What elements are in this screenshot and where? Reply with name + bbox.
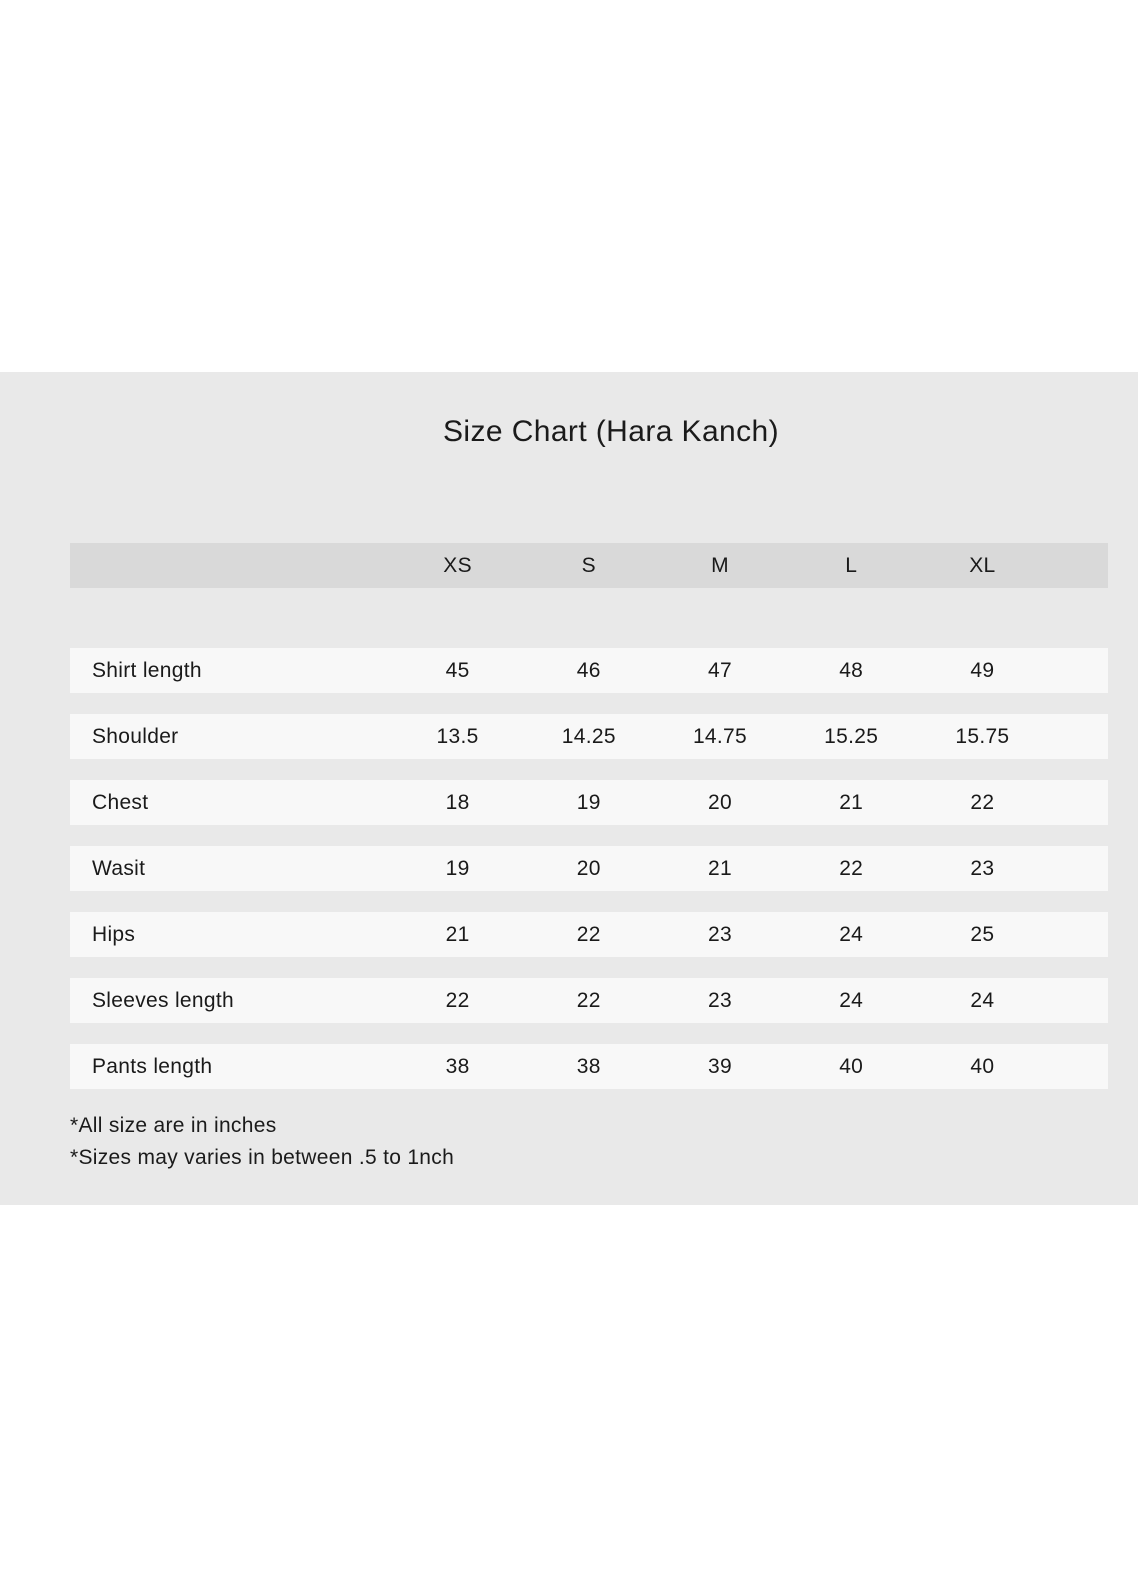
- size-value-cell: 46: [576, 658, 601, 682]
- table-header-row: [70, 543, 1108, 588]
- size-value-cell: 49: [970, 658, 995, 682]
- row-label: Shoulder: [92, 724, 179, 748]
- size-value-cell: 20: [708, 790, 732, 814]
- row-label: Wasit: [92, 856, 146, 880]
- table-row-pants-length: [70, 1044, 1108, 1089]
- size-value-cell: 19: [445, 856, 470, 880]
- page-title: Size Chart (Hara Kanch): [443, 415, 779, 448]
- size-value-cell: 24: [970, 988, 995, 1012]
- table-row-hips: [70, 912, 1108, 957]
- row-label: Hips: [92, 922, 136, 946]
- table-row-wasit: [70, 846, 1108, 891]
- size-value-cell: 22: [445, 988, 470, 1012]
- size-value-cell: 38: [576, 1054, 601, 1078]
- size-value-cell: 39: [708, 1054, 732, 1078]
- size-value-cell: 15.25: [824, 724, 879, 748]
- size-value-cell: 21: [445, 922, 470, 946]
- table-row-shirt-length: [70, 648, 1108, 693]
- size-value-cell: 18: [445, 790, 470, 814]
- size-value-cell: 25: [970, 922, 995, 946]
- size-value-cell: 22: [970, 790, 995, 814]
- footnotes: [70, 1110, 1138, 1174]
- size-value-cell: 23: [970, 856, 995, 880]
- size-value-cell: 47: [708, 658, 732, 682]
- column-header-s: S: [581, 553, 596, 577]
- size-value-cell: 22: [576, 922, 601, 946]
- column-header-l: L: [845, 553, 858, 577]
- size-value-cell: 23: [708, 922, 732, 946]
- column-header-xs: XS: [443, 553, 472, 577]
- size-value-cell: 24: [839, 988, 864, 1012]
- size-value-cell: 24: [839, 922, 864, 946]
- size-value-cell: 14.75: [692, 724, 748, 748]
- size-value-cell: 22: [839, 856, 864, 880]
- footnote-line-2: *Sizes may varies in between .5 to 1nch: [70, 1146, 455, 1169]
- row-label: Sleeves length: [92, 988, 234, 1012]
- size-value-cell: 38: [445, 1054, 470, 1078]
- table-row-chest: [70, 780, 1108, 825]
- size-value-cell: 19: [576, 790, 601, 814]
- size-value-cell: 40: [970, 1054, 995, 1078]
- row-label: Chest: [92, 790, 149, 814]
- size-value-cell: 15.75: [955, 724, 1010, 748]
- size-value-cell: 14.25: [561, 724, 616, 748]
- table-row-shoulder: [70, 714, 1108, 759]
- row-label: Shirt length: [92, 658, 202, 682]
- footnote-line-1: *All size are in inches: [70, 1114, 277, 1137]
- size-chart-panel: [0, 372, 1138, 1205]
- size-value-cell: 22: [576, 988, 601, 1012]
- size-value-cell: 21: [839, 790, 864, 814]
- column-header-xl: XL: [969, 553, 996, 577]
- size-value-cell: 48: [839, 658, 864, 682]
- size-value-cell: 13.5: [436, 724, 479, 748]
- row-label: Pants length: [92, 1054, 213, 1078]
- column-header-m: M: [711, 553, 729, 577]
- size-table: [0, 543, 1138, 1089]
- table-row-sleeves-length: [70, 978, 1108, 1023]
- size-value-cell: 20: [576, 856, 601, 880]
- size-value-cell: 40: [839, 1054, 864, 1078]
- size-value-cell: 23: [708, 988, 732, 1012]
- size-value-cell: 45: [445, 658, 470, 682]
- size-value-cell: 21: [708, 856, 732, 880]
